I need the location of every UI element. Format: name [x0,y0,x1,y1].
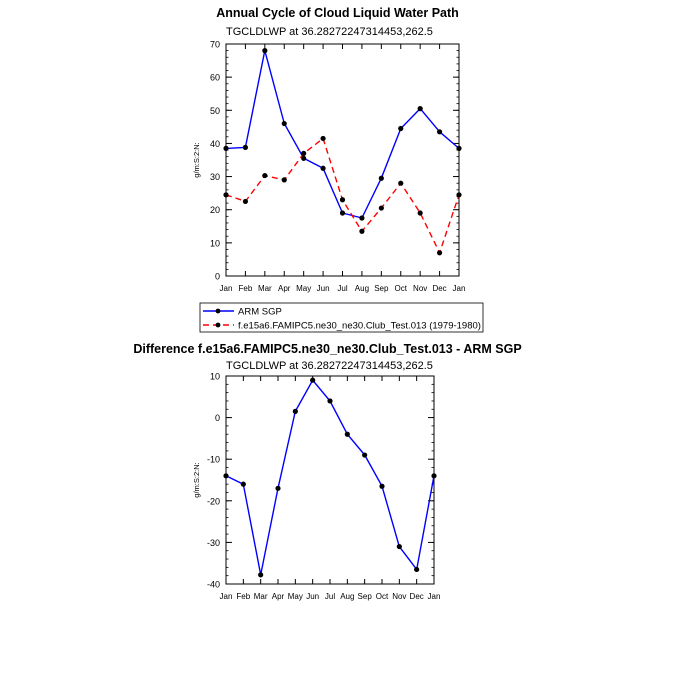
chart1-series-2-point [340,197,345,202]
chart1-ytick-label: 40 [209,138,220,149]
chart2-xtick-label: May [287,592,303,601]
chart1-series-1-point [340,210,345,215]
chart1-series-1-point [223,146,228,151]
chart1-series-1-point [379,176,384,181]
chart1-series-2-point [282,177,287,182]
chart1-xtick-label: Jan [452,284,466,293]
chart1-series-1-point [359,215,364,220]
chart2-xtick-label: Apr [271,592,285,601]
chart2-xtick-label: Mar [253,592,268,601]
chart1-xtick-label: Apr [278,284,291,293]
chart1-series-2-point [456,192,461,197]
legend-entry-label-1: ARM SGP [238,306,282,318]
legend-entry-label-2: f.e15a6.FAMIPC5.ne30_ne30.Club_Test.013 (1979-1980) [238,320,481,332]
chart2-frame [226,376,434,584]
chart1-series-2-point [262,173,267,178]
chart1-series-2-point [418,210,423,215]
chart1-ytick-label: 70 [209,39,220,50]
chart1-xtick-label: May [296,284,312,293]
chart1-xtick-label: Oct [394,284,407,293]
chart2-series-1-point [241,482,246,487]
chart2-ytick-label: -10 [206,454,220,465]
chart1-xtick-label: Nov [413,284,428,293]
legend-swatch-marker-2 [216,323,221,328]
chart1-series-2-point [320,136,325,141]
chart2-xtick-label: Jun [306,592,320,601]
chart2-xtick-label: Jan [427,592,441,601]
chart1-title: Annual Cycle of Cloud Liquid Water Path [216,6,459,20]
chart2-xtick-label: Feb [236,592,251,601]
chart1-ytick-label: 50 [209,105,220,116]
chart2-title: Difference f.e15a6.FAMIPC5.ne30_ne30.Club_Test.013 - ARM SGP [133,342,522,356]
chart1-ylabel: g/m:S:2:N: [192,142,201,178]
chart2 [192,372,440,602]
chart1-series-1-point [456,146,461,151]
chart2-xtick-label: Oct [375,592,389,601]
chart2-series-1-point [431,473,436,478]
chart2-series-1-point [345,432,350,437]
chart1-xtick-label: Jan [219,284,233,293]
chart1-series-line-1 [226,51,459,218]
chart2-xtick-label: Jan [219,592,233,601]
chart2-xtick-label: Jul [324,592,336,601]
chart1-series-1-point [418,106,423,111]
chart2-xtick-label: Sep [357,592,372,601]
chart2-ytick-label: -30 [206,537,220,548]
chart1-series-2-point [223,192,228,197]
chart1-series-1-point [243,145,248,150]
chart2-ytick-label: -40 [206,579,220,590]
chart2-series-1-point [362,452,367,457]
chart1-series-2-point [243,199,248,204]
chart1-series-1-point [282,121,287,126]
chart1-ytick-label: 30 [209,172,220,183]
chart2-ytick-label: 10 [209,371,220,382]
chart2-series-1-point [223,473,228,478]
chart1-legend [200,303,483,332]
chart2-series-1-point [379,484,384,489]
chart1-series-2-point [301,151,306,156]
chart1-xtick-label: Jul [337,284,348,293]
chart2-series-1-point [327,398,332,403]
chart2-ytick-label: 0 [214,413,220,424]
chart2-series-1-point [414,567,419,572]
chart1-series-2-point [379,205,384,210]
chart2-xtick-label: Dec [409,592,424,601]
chart1-xtick-label: Dec [432,284,447,293]
chart1-xtick-label: Aug [354,284,370,293]
chart2-ytick-label: -20 [206,496,220,507]
chart1-xtick-label: Feb [238,284,253,293]
chart2-series-1-point [275,486,280,491]
chart1-xtick-label: Mar [257,284,272,293]
chart1-ytick-label: 10 [209,238,220,249]
chart1-series-line-2 [226,139,459,253]
chart1-subtitle: TGCLDLWP at 36.28272247314453,262.5 [226,26,433,38]
chart1-ytick-label: 60 [209,72,220,83]
chart1-xtick-label: Sep [374,284,389,293]
chart1-series-1-point [437,129,442,134]
chart2-xtick-label: Nov [392,592,407,601]
chart1-ytick-label: 0 [214,271,220,282]
chart1-series-2-point [437,250,442,255]
chart1 [192,40,465,294]
chart2-subtitle: TGCLDLWP at 36.28272247314453,262.5 [226,360,433,372]
legend-swatch-marker-1 [216,309,221,314]
chart1-ytick-label: 20 [209,205,220,216]
chart2-series-1-point [397,544,402,549]
chart1-xtick-label: Jun [316,284,330,293]
chart2-xtick-label: Aug [340,592,355,601]
chart1-series-1-point [262,48,267,53]
chart2-series-line-1 [226,380,434,575]
chart2-series-1-point [293,409,298,414]
chart1-series-2-point [359,229,364,234]
chart1-series-1-point [320,166,325,171]
chart2-ylabel: g/m:S:2:N: [192,462,201,498]
chart2-series-1-point [258,572,263,577]
chart2-series-1-point [310,378,315,383]
chart1-series-2-point [398,181,403,186]
chart1-frame [226,44,459,276]
chart1-series-1-point [398,126,403,131]
